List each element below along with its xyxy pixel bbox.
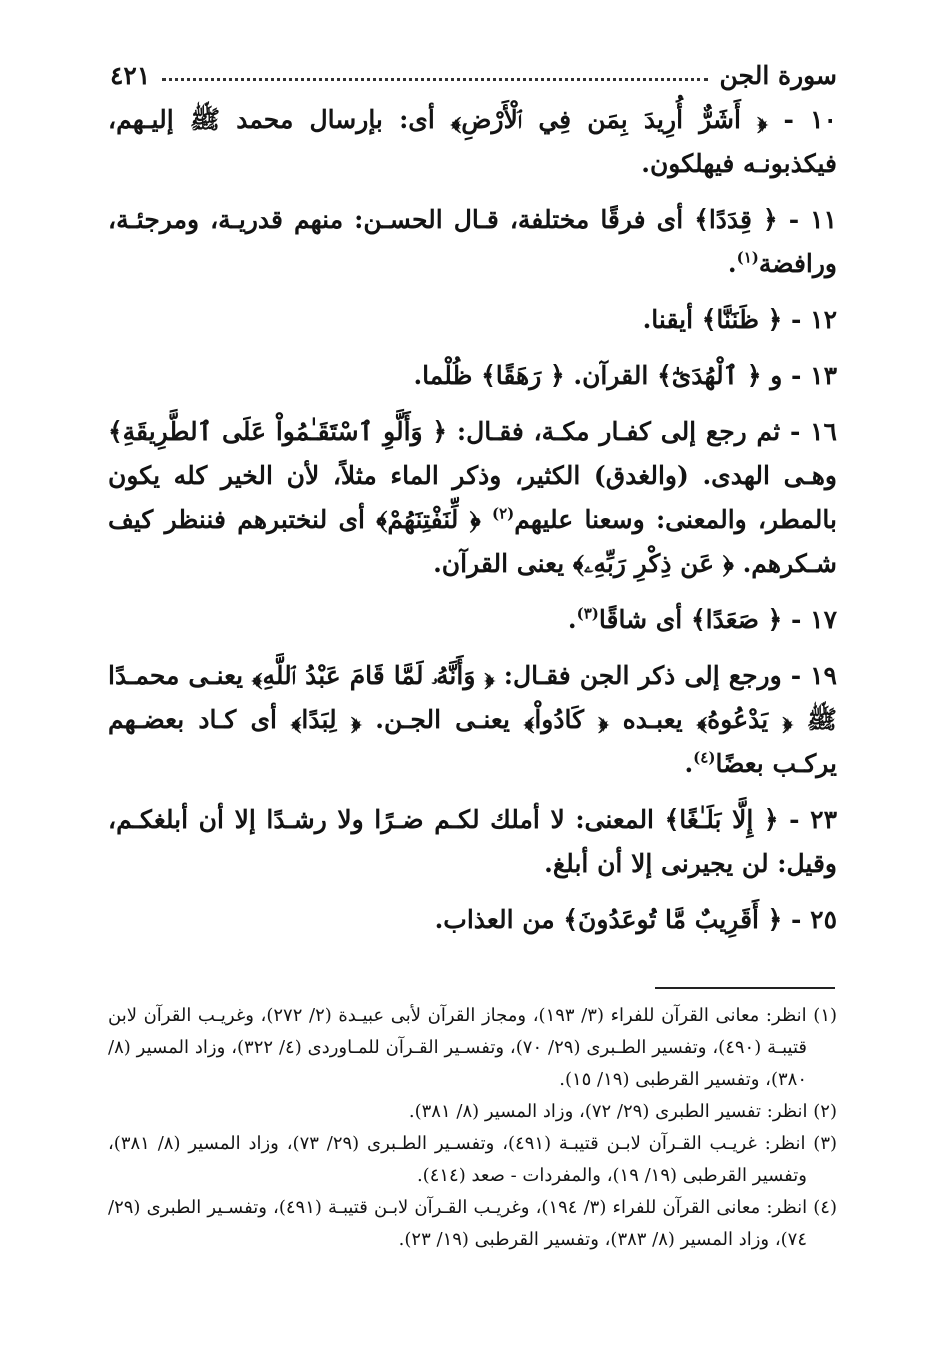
commentary-text: ثم رجع إلى كفـار مكـة، فقـال: — [447, 417, 790, 446]
commentary-text: يعنـى الجـن. — [361, 705, 525, 734]
quran-quote: ﴿ أَقَرِيبٌ مَّا تُوعَدُونَ﴾ — [563, 905, 783, 934]
verse-number: ١٦ - — [789, 417, 837, 446]
quran-quote: ﴿ وَأَلَّوِ ٱسْتَقَـٰمُواْ عَلَى ٱلطَّرِيقَةِ﴾ — [108, 417, 448, 446]
footnote-3: (٣) انظر: غريـب القـرآن لابـن قتيبـة (٤٩١)، وتفسـير الطـبرى (٢٩/ ٧٣)، وزاد المسير (٨/ ٣٨١)، وتفسير القرطبى (١٩/ ١٩)، والمفردات - صعد (٤١٤). — [108, 1133, 838, 1186]
quran-quote: ﴿ إِلَّا بَلَـٰغًا﴾ — [664, 805, 779, 834]
commentary-text: القرآن. — [564, 361, 658, 390]
verse-number: ١٠ - — [783, 105, 837, 134]
commentary-text: أى شاقًا — [598, 605, 691, 634]
dotted-leader — [162, 78, 707, 81]
verse-number: ٢٥ - — [791, 905, 837, 934]
verse-note-10 — [108, 98, 837, 186]
sentence-end: . — [727, 249, 737, 278]
verse-note-19 — [108, 654, 837, 786]
verse-note-23 — [108, 798, 837, 886]
footnote-divider — [655, 987, 835, 989]
verse-number: ٢٣ - — [789, 805, 837, 834]
footnote-ref: (٢) — [492, 504, 515, 523]
commentary-text: ظُلْما. — [413, 361, 482, 390]
quran-quote: ﴿ قِدَدًا﴾ — [694, 205, 778, 234]
footnote-2: (٢) انظر: تفسير الطبرى (٢٩/ ٧٢)، وزاد المسير (٨/ ٣٨١). — [408, 1101, 837, 1122]
surah-title: سورة الجن — [719, 61, 837, 90]
commentary-text: المعنى: لا أملك لكـم ضـرًا ولا رشـدًا إلا أن أبلغكـم، وقيل: لن يجيرنى إلا أن أبلغ. — [108, 805, 837, 878]
quran-quote: ﴿ صَعَدًا﴾ — [690, 605, 783, 634]
commentary-text: أيقنا. — [642, 305, 702, 334]
verse-note-25 — [108, 898, 837, 942]
commentary-text: وهـى الهدى. (والغدق) الكثير، وذكر الماء مثلاً، لأن الخير كله يكون بالمطر، والمعنى: وسعنا عليهم — [108, 461, 837, 534]
running-header — [110, 48, 837, 90]
quran-quote: ﴿ لِّنَفْتِنَهُمْ﴾ — [376, 505, 492, 534]
quran-quote: ﴿ لِبَدًا﴾ — [291, 705, 362, 734]
footnote-1: (١) انظر: معانى القرآن للفراء (٣/ ١٩٣)، ومجاز القرآن لأبى عبيـدة (٢/ ٢٧٢)، وغريـب القرآن لابن قتيبـة (٤٩٠)، وتفسير الطـبرى (٢٩/ ٧٠)، وتفسـير القـرآن للمـاوردى (٤/ ٣٢٢)، وزاد المسير (٨/ ٣٨٠)، وتفسير القرطبى (١٩/ ١٥). — [108, 1005, 838, 1090]
verse-number: ١١ - — [788, 205, 837, 234]
quran-quote: ﴿ وَأَنَّهُۥ لَمَّا قَامَ عَبْدُ ٱللَّهِ﴾ — [252, 661, 495, 690]
quran-quote: ﴿ رَهَقًا﴾ — [481, 361, 565, 390]
verse-number: ١٢ - — [791, 305, 837, 334]
commentary-text: يعنى القرآن. — [433, 549, 573, 578]
quran-quote: ﴿ أَشَرٌّ أُرِيدَ بِمَن فِي ٱلْأَرْضِ﴾ — [451, 105, 768, 134]
commentary-text: أى كـاد بعضـهم يركـب بعضًا — [108, 705, 837, 778]
quran-quote: ﴿ ٱلْهُدَىٰٓ﴾ — [657, 361, 762, 390]
sentence-end: . — [567, 605, 577, 634]
footnote-4: (٤) انظر: معانى القرآن للفراء (٣/ ١٩٤)، وغريـب القـرآن لابـن قتيبـة (٤٩١)، وتفسـير الطبرى (٢٩/ ٧٤)، وزاد المسير (٨/ ٣٨٣)، وتفسير القرطبى (١٩/ ٢٣). — [108, 1197, 837, 1250]
verse-note-12 — [108, 298, 837, 342]
commentary-text: أى لنختبرهم فننظر كيف شـكرهم. — [108, 505, 837, 578]
main-text — [108, 98, 837, 954]
sentence-end: . — [684, 749, 694, 778]
quran-quote: ﴿ يَدْعُوهُ﴾ — [696, 705, 793, 734]
quran-quote: ﴿ ظَنَنَّا﴾ — [701, 305, 783, 334]
commentary-text: أى فرقًا مختلفة، قـال الحسـن: منهم قدريـة، ومرجئـة، ورافضة — [108, 205, 837, 278]
footnote-ref: (٣) — [576, 604, 599, 623]
commentary-text: أى: بإرسال محمد ﷺ إليـهم، فيكذبونـه فيهلكون. — [108, 105, 837, 178]
footnote-ref: (٤) — [693, 748, 716, 767]
verse-note-11 — [108, 198, 837, 286]
verse-note-17 — [108, 598, 837, 642]
verse-note-16 — [108, 410, 837, 586]
commentary-text: من العذاب. — [434, 905, 564, 934]
quran-quote: ﴿ عَن ذِكْرِ رَبِّهِۦ﴾ — [572, 549, 734, 578]
verse-number: ١٩ - — [790, 661, 837, 690]
verse-number: ١٧ - — [791, 605, 837, 634]
page-number: ٤٢١ — [110, 61, 151, 90]
verse-note-13 — [108, 354, 837, 398]
commentary-text: يعنـى محمـدًا ﷺ — [108, 661, 837, 734]
verse-number: ١٣ - و — [770, 361, 837, 390]
commentary-text: ورجع إلى ذكر الجن فقـال: — [494, 661, 791, 690]
commentary-text: يعبـده — [608, 705, 697, 734]
footnote-ref: (١) — [736, 248, 759, 267]
quran-quote: ﴿ كَادُواْ﴾ — [524, 705, 609, 734]
footnotes — [108, 1000, 837, 1256]
